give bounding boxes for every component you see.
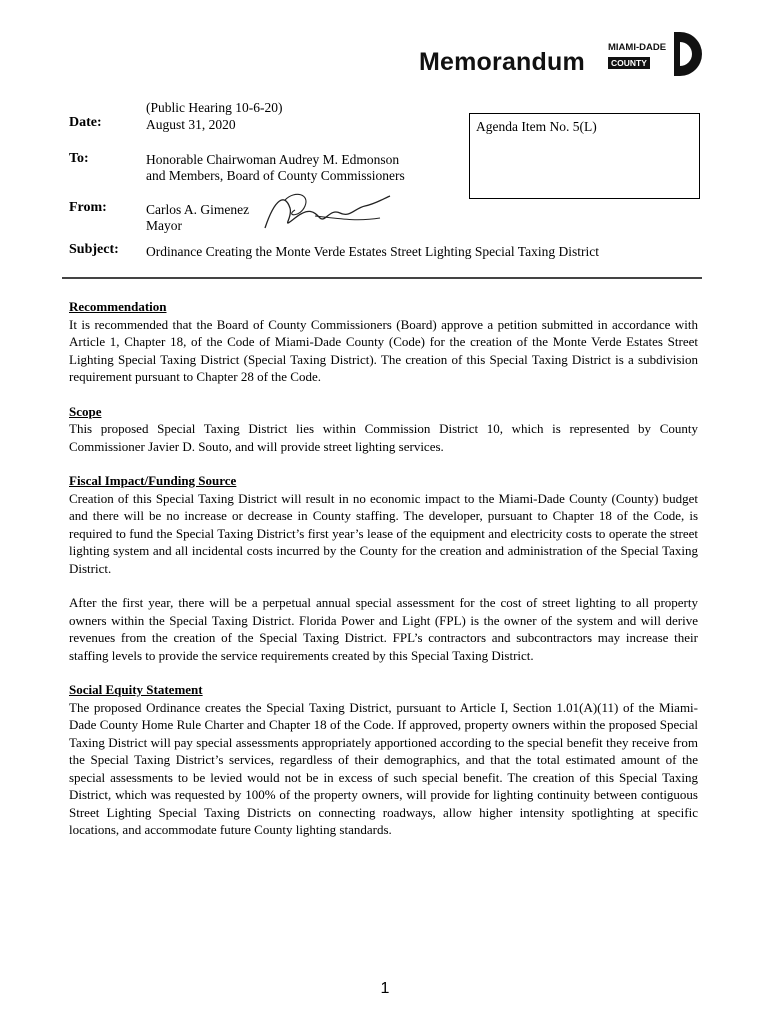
subject-value: Ordinance Creating the Monte Verde Estates Street Lighting Special Taxing District [146, 244, 599, 259]
fiscal-text-2: After the first year, there will be a perpetual annual special assessment for the cost of street lighting to all property owners within the Special Taxing District. Florida Power and Light (FPL) is the owner of the system and will derive revenues from the creation of the Special Taxing District. FPL’s contractors and subcontractors may increase their staffing levels to provide the service requirements created by this Special Taxing District. [69, 595, 698, 663]
date-label: Date: [69, 115, 102, 130]
logo-mark-icon [674, 32, 702, 76]
agenda-item: Agenda Item No. 5(L) [476, 119, 597, 134]
signature-image [255, 188, 395, 236]
from-line1: Carlos A. Gimenez [146, 202, 250, 217]
fiscal-text-1: Creation of this Special Taxing District will result in no economic impact to the Miami-Dade County (County) budget and there will be no increase or decrease in County staffing. The developer, pursuant to Chapter 18 of the Code, is required to fund the Special Taxing District’s first year’s lease of the equipment and electricity costs to operate the street lighting system and all incidental costs incurred by the County for the creation and administration of the Special Taxing District. [69, 490, 698, 576]
equity-heading: Social Equity Statement [69, 682, 203, 697]
to-label: To: [69, 151, 89, 166]
from-line2: Mayor [146, 218, 182, 233]
memo-body [69, 298, 698, 839]
agenda-box [469, 113, 700, 199]
date-value: August 31, 2020 [146, 117, 236, 132]
header-divider [62, 277, 702, 279]
subject-label: Subject: [69, 242, 119, 257]
page-number: 1 [380, 980, 390, 997]
to-line1: Honorable Chairwoman Audrey M. Edmonson [146, 152, 400, 167]
fiscal-heading: Fiscal Impact/Funding Source [69, 473, 237, 488]
equity-text: The proposed Ordinance creates the Special Taxing District, pursuant to Article I, Section 1.01(A)(11) of the Miami-Dade County Home Rule Charter and Chapter 18 of the Code. If approved, property owners within the proposed Special Taxing District will pay special assessments appropriately apportioned according to the special benefit they receive from the Special Taxing District’s services, regardless of their demographics, and that the total estimated amount of the special assessments to be levied would not be in excess of such special benefit. The creation of this Special Taxing District, which was requested by 100% of the property owners, will provide for lighting continuity between contiguous Street Lighting Special Taxing Districts on connecting roadways, allow higher intensity spotlighting at specific locations, and accommodate future County lighting standards. [69, 699, 698, 837]
from-label: From: [69, 200, 107, 215]
recommendation-text: It is recommended that the Board of County Commissioners (Board) approve a petition submitted in accordance with Article 1, Chapter 18, of the Code of Miami-Dade County (Code) for the creation of the Monte Verde Estates Street Lighting Special Taxing District (Special Taxing District). The creation of this Special Taxing District is a subdivision requirement pursuant to Chapter 28 of the Code. [69, 316, 698, 384]
recommendation-heading: Recommendation [69, 299, 167, 314]
county-logo [608, 32, 702, 76]
memo-title: Memorandum [419, 48, 585, 76]
to-line2: and Members, Board of County Commissioners [146, 168, 405, 183]
scope-text: This proposed Special Taxing District lies within Commission District 10, which is represented by County Commissioner Javier D. Souto, and will provide street lighting services. [69, 421, 698, 454]
logo-text: MIAMI-DADE [608, 42, 667, 53]
logo-county: COUNTY [608, 57, 650, 69]
date-note: (Public Hearing 10-6-20) [146, 100, 283, 115]
scope-heading: Scope [69, 403, 102, 419]
